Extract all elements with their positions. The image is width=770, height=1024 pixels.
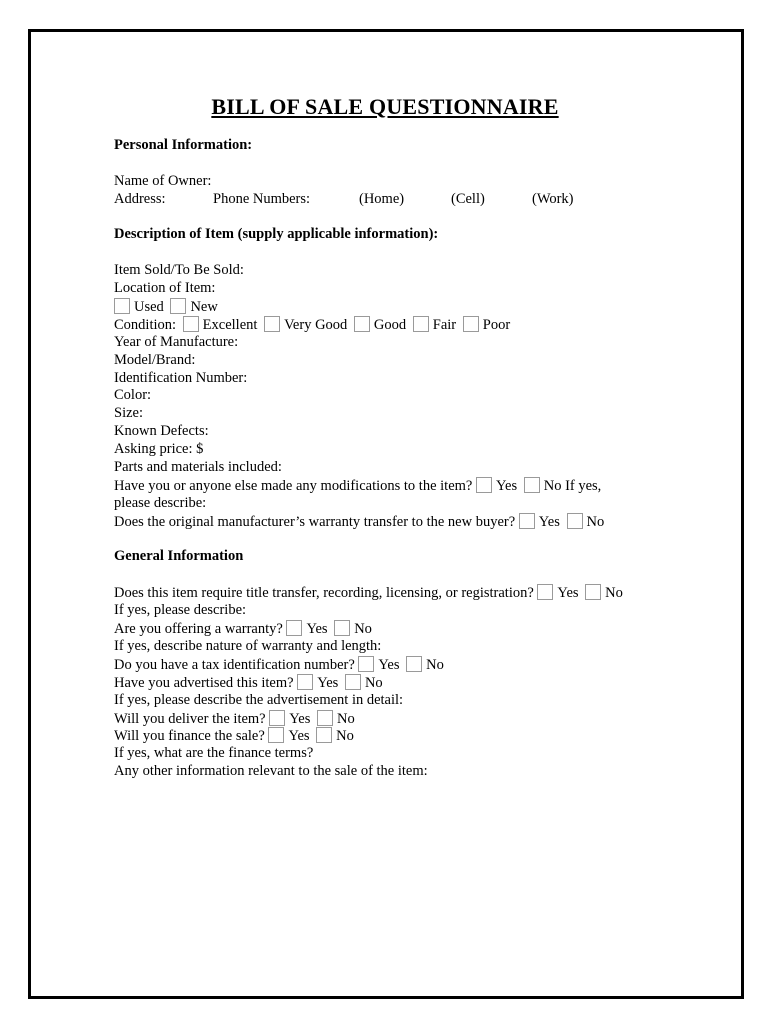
title-transfer-question: Does this item require title transfer, recording, licensing, or registration? (114, 585, 534, 602)
modifications-row (114, 477, 674, 495)
yes-label: Yes (306, 621, 328, 638)
item-sold-label: Item Sold/To Be Sold: (114, 262, 244, 279)
warranty-transfer-row (114, 513, 674, 531)
finance-terms-label: If yes, what are the finance terms? (114, 745, 314, 762)
condition-option: Poor (482, 316, 511, 333)
yes-label: Yes (378, 656, 400, 673)
new-checkbox[interactable] (170, 298, 186, 314)
modifications-yes-checkbox[interactable] (476, 477, 492, 493)
advertisement-detail-label: If yes, please describe the advertisement in detail: (114, 691, 404, 708)
general-info-heading: General Information (114, 548, 244, 565)
form-body (114, 137, 674, 781)
condition-option: Very Good (284, 316, 348, 333)
offering-warranty-yes-checkbox[interactable] (286, 620, 302, 636)
title-transfer-row (114, 584, 674, 602)
finance-question: Will you finance the sale? (114, 728, 265, 745)
warranty-transfer-yes-checkbox[interactable] (519, 513, 535, 529)
no-label: No (586, 513, 605, 530)
model-label: Model/Brand: (114, 351, 196, 368)
page-title: BILL OF SALE QUESTIONNAIRE (211, 94, 559, 119)
condition-excellent-checkbox[interactable] (183, 316, 199, 332)
address-label: Address: (114, 190, 166, 207)
condition-poor-checkbox[interactable] (463, 316, 479, 332)
personal-info-heading: Personal Information: (114, 137, 253, 153)
modifications-tail: No If yes, (543, 477, 602, 494)
used-checkbox[interactable] (114, 298, 130, 314)
condition-good-checkbox[interactable] (354, 316, 370, 332)
warranty-transfer-no-checkbox[interactable] (567, 513, 583, 529)
deliver-yes-checkbox[interactable] (269, 710, 285, 726)
condition-option: Good (373, 316, 407, 333)
condition-row (114, 316, 674, 334)
asking-price-label: Asking price: $ (114, 441, 204, 458)
work-phone-label: (Work) (532, 190, 574, 207)
finance-no-checkbox[interactable] (316, 727, 332, 743)
no-label: No (336, 728, 354, 745)
new-label: New (190, 299, 218, 316)
deliver-question: Will you deliver the item? (114, 710, 266, 727)
tax-id-no-checkbox[interactable] (406, 656, 422, 672)
item-description-heading: Description of Item (supply applicable information): (114, 226, 439, 243)
year-label: Year of Manufacture: (114, 333, 239, 350)
tax-id-yes-checkbox[interactable] (358, 656, 374, 672)
no-label: No (336, 710, 355, 727)
name-of-owner-label: Name of Owner: (114, 172, 212, 189)
yes-label: Yes (317, 674, 339, 691)
yes-label: Yes (557, 585, 579, 602)
home-phone-label: (Home) (359, 190, 405, 207)
color-label: Color: (114, 387, 152, 404)
title-transfer-no-checkbox[interactable] (585, 584, 601, 600)
warranty-nature-label: If yes, describe nature of warranty and length: (114, 637, 382, 654)
condition-very-good-checkbox[interactable] (264, 316, 280, 332)
known-defects-label: Known Defects: (114, 423, 209, 440)
yes-label: Yes (538, 513, 560, 530)
condition-option: Excellent (202, 316, 258, 333)
deliver-row (114, 710, 674, 728)
condition-label: Condition: (114, 316, 177, 333)
yes-label: Yes (495, 477, 518, 494)
offering-warranty-question: Are you offering a warranty? (114, 621, 283, 638)
parts-materials-label: Parts and materials included: (114, 459, 282, 476)
offering-warranty-row (114, 620, 674, 638)
no-label: No (354, 621, 372, 638)
modifications-no-checkbox[interactable] (524, 477, 540, 493)
if-yes-describe-label: If yes, please describe: (114, 602, 247, 619)
size-label: Size: (114, 405, 143, 422)
no-label: No (605, 585, 623, 602)
finance-row (114, 727, 674, 745)
no-label: No (364, 674, 383, 691)
yes-label: Yes (288, 728, 310, 745)
identification-label: Identification Number: (114, 369, 248, 386)
modifications-question: Have you or anyone else made any modifications to the item? (114, 477, 473, 494)
location-label: Location of Item: (114, 280, 216, 297)
cell-phone-label: (Cell) (451, 190, 485, 207)
advertised-yes-checkbox[interactable] (297, 674, 313, 690)
used-label: Used (134, 299, 164, 316)
phone-numbers-label: Phone Numbers: (213, 190, 311, 207)
warranty-transfer-question: Does the original manufacturer’s warranty transfer to the new buyer? (114, 513, 516, 530)
offering-warranty-no-checkbox[interactable] (334, 620, 350, 636)
used-new-row (114, 298, 674, 316)
title-transfer-yes-checkbox[interactable] (537, 584, 553, 600)
please-describe-label: please describe: (114, 494, 207, 511)
advertised-no-checkbox[interactable] (345, 674, 361, 690)
deliver-no-checkbox[interactable] (317, 710, 333, 726)
finance-yes-checkbox[interactable] (268, 727, 284, 743)
condition-option: Fair (432, 316, 457, 333)
advertised-question: Have you advertised this item? (114, 674, 294, 691)
tax-id-row (114, 656, 674, 674)
address-phone-row (114, 191, 674, 209)
yes-label: Yes (289, 710, 311, 727)
no-label: No (426, 656, 444, 673)
other-info-label: Any other information relevant to the sale of the item: (114, 763, 428, 780)
advertised-row (114, 674, 674, 692)
tax-id-question: Do you have a tax identification number? (114, 656, 355, 673)
condition-fair-checkbox[interactable] (413, 316, 429, 332)
